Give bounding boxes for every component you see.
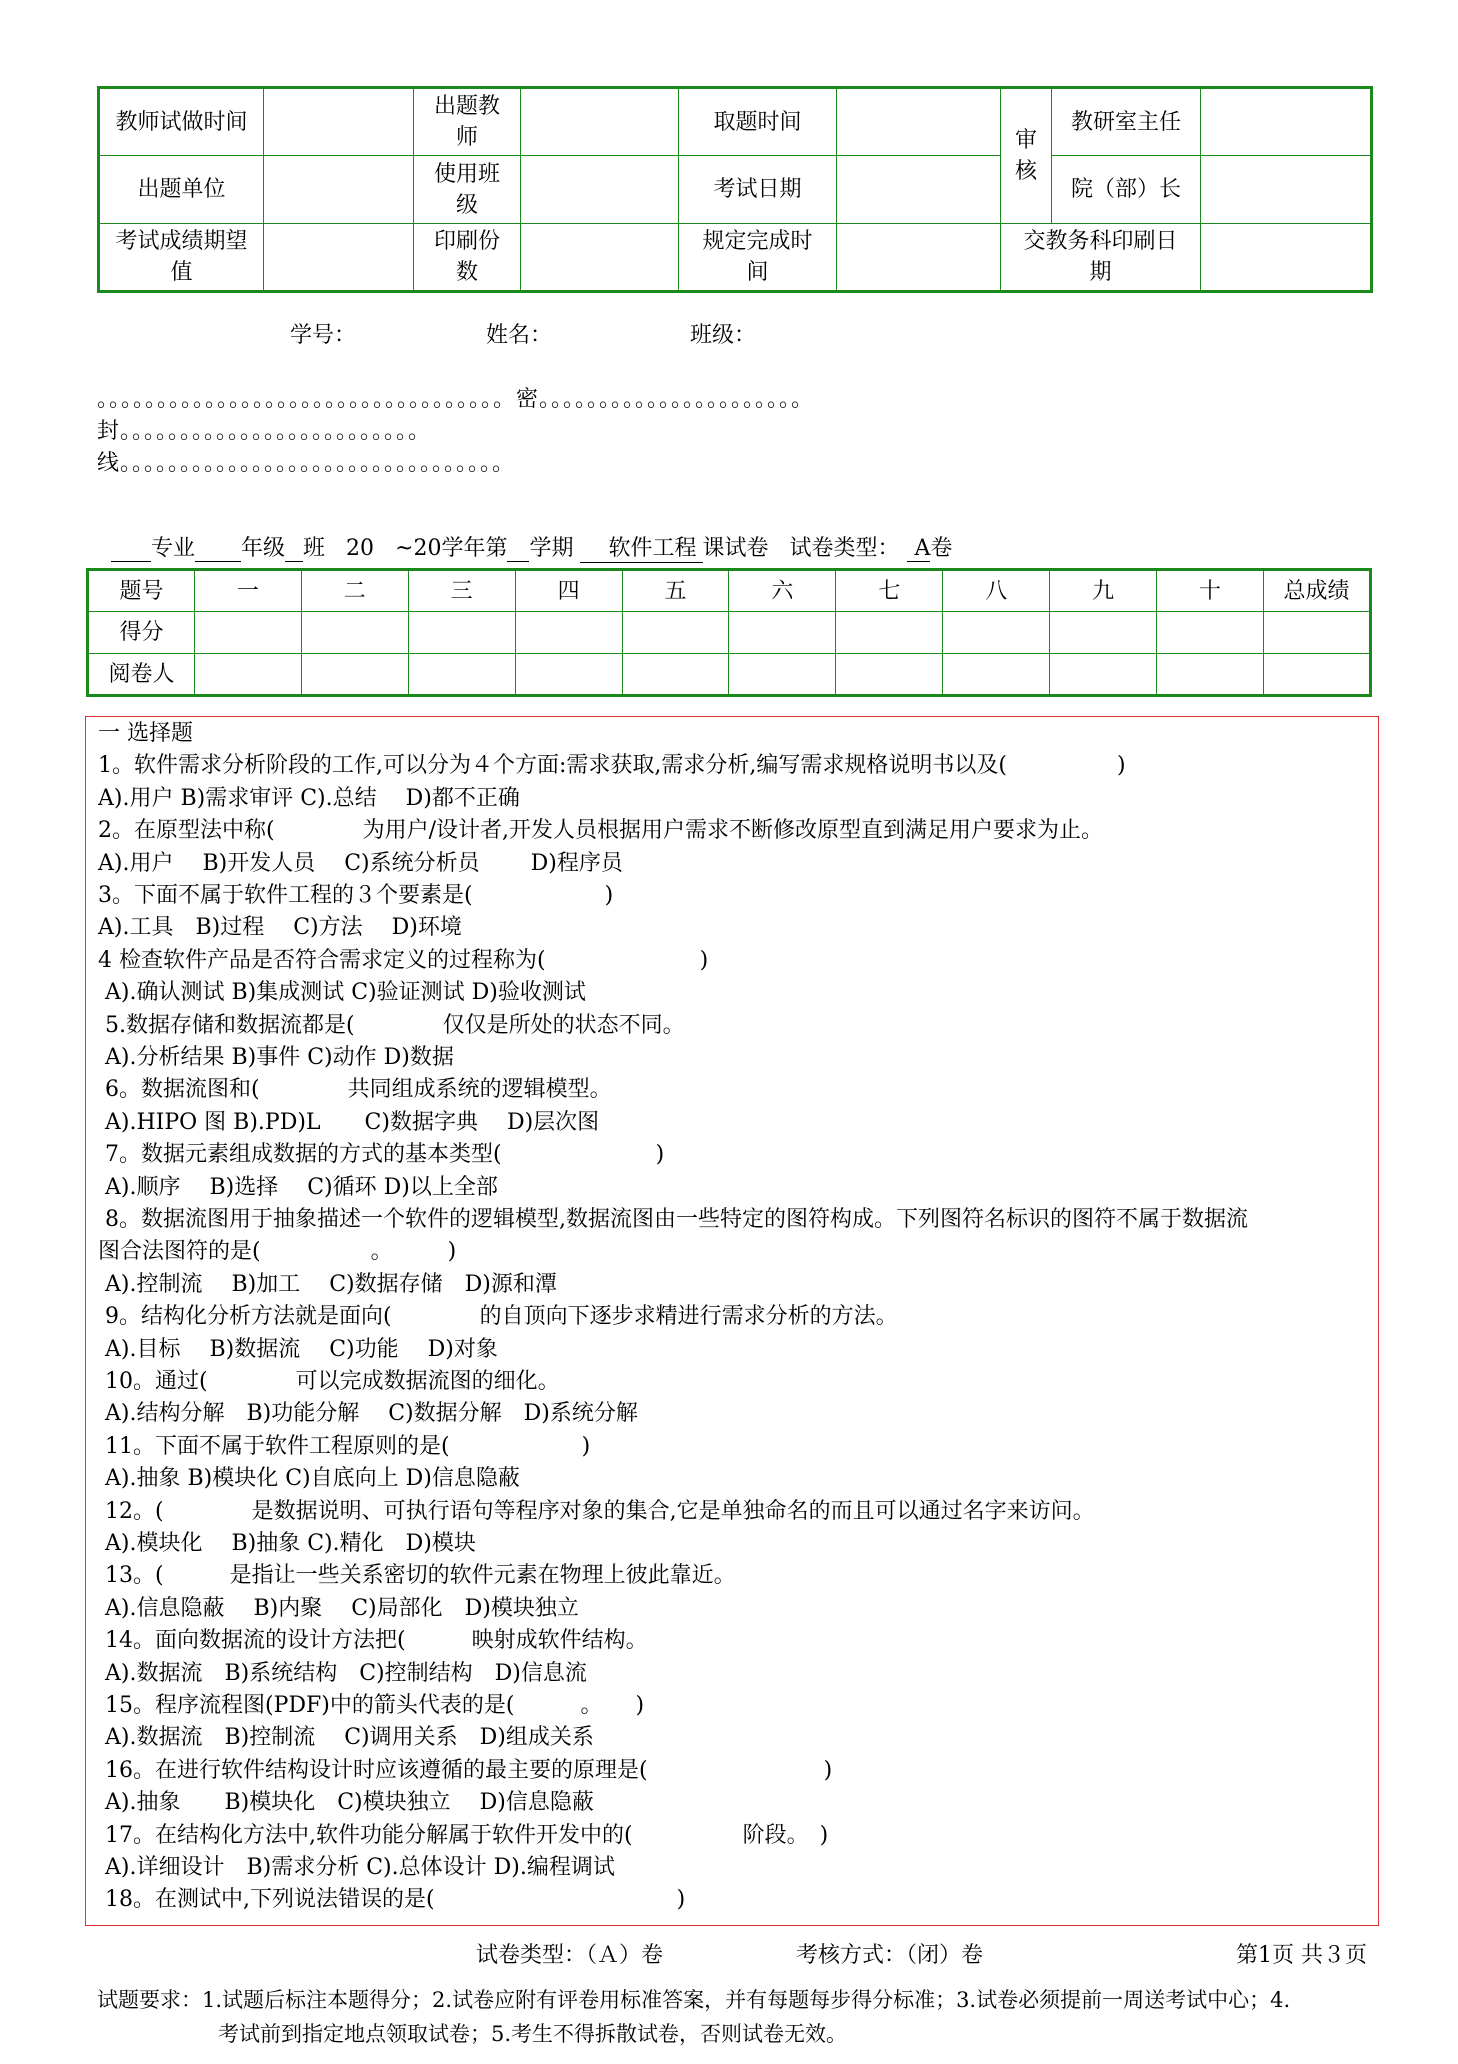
major-label: 专业	[151, 536, 196, 561]
value-cell	[1201, 156, 1372, 224]
score-cell	[622, 612, 729, 654]
footer-requirements-2: 考试前到指定地点领取试卷；5.考生不得拆散试卷，否则试卷无效。	[218, 2022, 848, 2046]
score-header-cell: 九	[1050, 570, 1157, 612]
question-line: A).控制流 B)加工 C)数据存储 D)源和潭	[98, 1271, 557, 1297]
question-line: 一 选择题	[98, 721, 193, 746]
student-id-label: 学号：	[290, 323, 357, 348]
footer-paper-type: 试卷类型：（Ａ）卷	[476, 1943, 664, 1968]
score-cell	[408, 654, 515, 696]
paper-type-value: A	[914, 536, 931, 561]
question-line: A).信息隐蔽 B)内聚 C)局部化 D)模块独立	[98, 1595, 579, 1621]
footer-page-number: 第1页 共３页	[1236, 1943, 1367, 1968]
label-question-setter: 出题教师	[414, 88, 521, 156]
score-header-cell: 八	[943, 570, 1050, 612]
score-cell	[301, 612, 408, 654]
questions-box	[85, 716, 1379, 1926]
value-cell	[264, 156, 414, 224]
label-section-director: 教研室主任	[1052, 88, 1201, 156]
label-required-time: 规定完成时间	[679, 224, 837, 292]
question-line: 1。软件需求分析阶段的工作,可以分为４个方面:需求获取,需求分析,编写需求规格说明书以及( )	[98, 753, 1126, 779]
value-cell	[521, 224, 679, 292]
score-cell	[194, 612, 301, 654]
label-expected-score: 考试成绩期望值	[99, 224, 264, 292]
year-start: 20	[346, 536, 375, 561]
value-cell	[837, 156, 1001, 224]
question-line: A).确认测试 B)集成测试 C)验证测试 D)验收测试	[98, 980, 586, 1006]
label-teacher-test-time: 教师试做时间	[99, 88, 264, 156]
year-end: ~20	[395, 536, 442, 561]
question-line: A).用户 B)需求审评 C).总结 D)都不正确	[98, 785, 520, 811]
question-line: 13。( 是指让一些关系密切的软件元素在物理上彼此靠近。	[98, 1563, 736, 1589]
score-cell	[1263, 612, 1370, 654]
question-line: 2。在原型法中称( 为用户/设计者,开发人员根据用户需求不断修改原型直到满足用户要求为止。	[98, 818, 1103, 844]
score-cell	[622, 654, 729, 696]
score-header-cell: 三	[408, 570, 515, 612]
seal-line-2: 封。。。。。。。。。。。。。。。。。。。。。。。。。	[97, 419, 432, 444]
footer-exam-mode: 考核方式：（闭）卷	[796, 1943, 984, 1968]
question-line: 10。通过( 可以完成数据流图的细化。	[98, 1369, 560, 1394]
question-line: 17。在结构化方法中,软件功能分解属于软件开发中的( 阶段。 )	[98, 1822, 829, 1848]
value-cell	[837, 88, 1001, 156]
value-cell	[837, 224, 1001, 292]
score-cell	[194, 654, 301, 696]
question-line: 15。程序流程图(PDF)中的箭头代表的是( 。 )	[98, 1693, 645, 1718]
question-line: A).抽象 B)模块化 C)模块独立 D)信息隐蔽	[98, 1790, 594, 1816]
question-line: 5.数据存储和数据流都是( 仅仅是所处的状态不同。	[98, 1012, 685, 1038]
question-line: A).用户 B)开发人员 C)系统分析员 D)程序员	[98, 850, 623, 876]
value-cell	[264, 224, 414, 292]
question-line: 9。结构化分析方法就是面向( 的自顶向下逐步求精进行需求分析的方法。	[98, 1304, 898, 1330]
question-line: A).数据流 B)系统结构 C)控制结构 D)信息流	[98, 1660, 587, 1686]
label-pickup-time: 取题时间	[679, 88, 837, 156]
value-cell	[1201, 88, 1372, 156]
label-class-used: 使用班级	[414, 156, 521, 224]
score-header-cell: 七	[836, 570, 943, 612]
exam-info-table	[97, 86, 1373, 293]
value-cell	[1201, 224, 1372, 292]
score-header-cell: 总成绩	[1263, 570, 1370, 612]
score-cell	[1050, 612, 1157, 654]
score-header-cell: 一	[194, 570, 301, 612]
question-line: 6。数据流图和( 共同组成系统的逻辑模型。	[98, 1077, 612, 1103]
score-cell	[836, 612, 943, 654]
label-setting-unit: 出题单位	[99, 156, 264, 224]
score-cell	[515, 612, 622, 654]
score-cell	[1050, 654, 1157, 696]
paper-label: 课试卷	[702, 536, 769, 561]
paper-type-suffix: 卷	[930, 536, 953, 561]
score-row-label: 阅卷人	[88, 654, 195, 696]
score-header-cell: 十	[1157, 570, 1264, 612]
score-table	[86, 568, 1372, 697]
score-cell	[836, 654, 943, 696]
score-header-cell: 四	[515, 570, 622, 612]
student-name-label: 姓名：	[486, 323, 553, 348]
score-cell	[1263, 654, 1370, 696]
label-exam-date: 考试日期	[679, 156, 837, 224]
score-header-cell: 二	[301, 570, 408, 612]
value-cell	[521, 156, 679, 224]
footer-requirements-1: 试题要求：1.试题后标注本题得分；2.试卷应附有评卷用标准答案，并有每题每步得分标准；3.试卷必须提前一周送考试中心；4.	[97, 1988, 1291, 2012]
question-line: A).结构分解 B)功能分解 C)数据分解 D)系统分解	[98, 1401, 638, 1427]
label-print-copies: 印刷份数	[414, 224, 521, 292]
course-name: 软件工程	[608, 536, 697, 561]
value-cell	[521, 88, 679, 156]
question-line: A).详细设计 B)需求分析 C).总体设计 D).编程调试	[98, 1855, 615, 1880]
value-cell	[264, 88, 414, 156]
question-line: A).抽象 B)模块化 C)自底向上 D)信息隐蔽	[98, 1466, 520, 1492]
question-line: A).分析结果 B)事件 C)动作 D)数据	[98, 1045, 454, 1070]
student-class-label: 班级：	[690, 323, 757, 348]
grade-label: 年级	[241, 536, 286, 561]
score-header-cell: 六	[729, 570, 836, 612]
score-cell	[729, 654, 836, 696]
score-cell	[515, 654, 622, 696]
seal-line-1: 。。。。。。。。。。。。。。。。。。。。。。。。。。。。。。。。。。密。。。。。。。。。。。。。。。。。。。。。。	[97, 387, 815, 412]
score-cell	[943, 654, 1050, 696]
label-review: 审核	[1001, 88, 1052, 224]
seal-line-3: 线。。。。。。。。。。。。。。。。。。。。。。。。。。。。。。。。	[97, 451, 516, 476]
question-line: A).HIPO 图 B).PD)L C)数据字典 D)层次图	[98, 1109, 600, 1135]
course-line	[97, 506, 952, 563]
question-line: 4 检查软件产品是否符合需求定义的过程称为( )	[98, 947, 709, 973]
question-line: A).模块化 B)抽象 C).精化 D)模块	[98, 1531, 476, 1556]
score-cell	[408, 612, 515, 654]
question-line: A).顺序 B)选择 C)循环 D)以上全部	[98, 1174, 498, 1200]
score-cell	[943, 612, 1050, 654]
score-cell	[1157, 612, 1264, 654]
semester-label: 学期	[529, 536, 574, 561]
score-cell	[1157, 654, 1264, 696]
question-line: 11。下面不属于软件工程原则的是( )	[98, 1433, 591, 1459]
question-line: 8。数据流图用于抽象描述一个软件的逻辑模型,数据流图由一些特定的图符构成。下列图符名标识的图符不属于数据流	[98, 1207, 1248, 1232]
score-cell	[729, 612, 836, 654]
class-label: 班	[303, 536, 326, 561]
question-line: 14。面向数据流的设计方法把( 映射成软件结构。	[98, 1628, 648, 1654]
score-header-label: 题号	[88, 570, 195, 612]
question-line: 16。在进行软件结构设计时应该遵循的最主要的原理是( )	[98, 1757, 833, 1783]
question-line: A).工具 B)过程 C)方法 D)环境	[98, 915, 462, 941]
score-cell	[301, 654, 408, 696]
question-line: A).目标 B)数据流 C)功能 D)对象	[98, 1336, 498, 1362]
question-line: 3。下面不属于软件工程的３个要素是( )	[98, 883, 614, 908]
question-line: 18。在测试中,下列说法错误的是( )	[98, 1887, 686, 1913]
question-line: 12。( 是数据说明、可执行语句等程序对象的集合,它是单独命名的而且可以通过名字来访问。	[98, 1498, 1095, 1524]
question-line: 7。数据元素组成数据的方式的基本类型( )	[98, 1142, 665, 1168]
question-line: 图合法图符的是( 。 )	[98, 1239, 457, 1265]
year-suffix: 学年第	[441, 536, 508, 561]
label-print-date: 交教务科印刷日期	[1001, 224, 1201, 292]
score-row-label: 得分	[88, 612, 195, 654]
score-header-cell: 五	[622, 570, 729, 612]
label-dean: 院（部）长	[1052, 156, 1201, 224]
question-line: A).数据流 B)控制流 C)调用关系 D)组成关系	[98, 1725, 594, 1751]
paper-type-label: 试卷类型：	[789, 536, 900, 561]
